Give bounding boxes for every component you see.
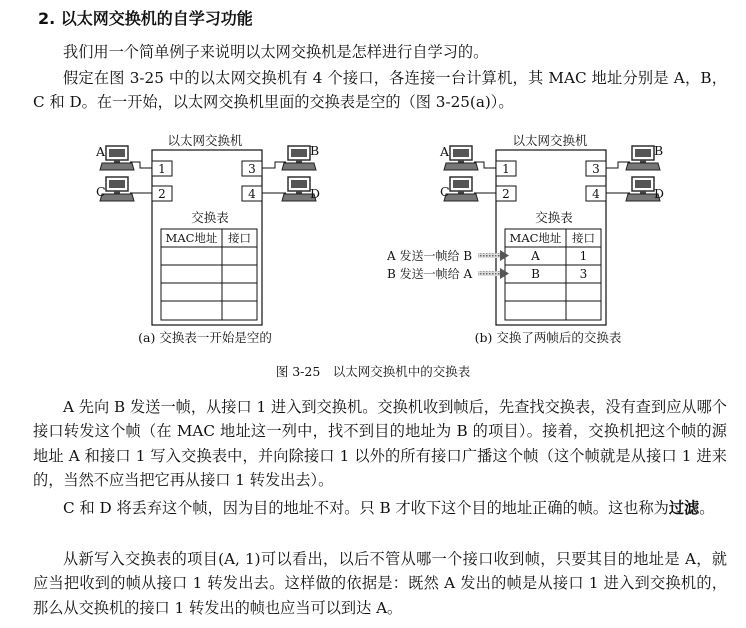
panel-b-switch-label: 以太网交换机 [512,133,588,148]
panel-b-port-1: 1 [502,162,510,176]
panel-a-port-1: 1 [158,162,166,176]
panel-a [95,133,320,345]
panel-a-port-4: 4 [248,187,256,201]
panel-b-port-3: 3 [592,162,600,176]
paragraph-filtering-end: 。 [699,499,715,517]
panel-b-port-2: 2 [502,187,510,201]
panel-b-annotation-b-to-a: B 发送一帧给 A [387,267,473,281]
panel-a-host-b: B [310,143,320,158]
panel-a-host-c: C [96,184,106,199]
paragraph-filtering [33,496,727,520]
panel-b-host-a: A [440,144,450,159]
panel-b-host-b: B [654,143,664,158]
panel-a-switch-label: 以太网交换机 [167,133,243,148]
panel-a-col-mac: MAC地址 [165,231,218,245]
panel-b-row-2-mac: B [531,267,540,281]
panel-a-host-a: A [96,144,106,159]
panel-b-computer-a-icon [444,146,478,170]
paragraph-forwarding: 从新写入交换表的项目(A, 1)可以看出，以后不管从哪一个接口收到帧，只要其目的地址是 A，就应当把收到的帧从接口 1 转发出去。这样做的依据是：既然 A 发出的帧是从接口 1 进入到交换机的，那么从交换机的接口 1 转发出的帧也应当可以到达 A。 [33,550,727,617]
section-heading: 2. 以太网交换机的自学习功能 [38,9,253,28]
panel-a-table-label: 交换表 [191,210,229,225]
paragraph-filtering-text: C 和 D 将丢弃这个帧，因为目的地址不对。只 B 才收下这个目的地址正确的帧。这也称为 [63,499,669,517]
panel-a-port-3: 3 [248,162,256,176]
panel-b-annotation-a-to-b: A 发送一帧给 B [387,249,473,263]
figure-caption: 图 3-25 以太网交换机中的交换表 [275,364,471,379]
panel-b-arrow-2-icon [478,268,509,279]
panel-b [386,133,664,345]
panel-a-host-d: D [310,186,321,201]
panel-b-row-1-port: 1 [579,249,588,263]
panel-b-row-1-mac: A [531,249,540,263]
paragraph-setup: 假定在图 3-25 中的以太网交换机有 4 个接口，各连接一台计算机，其 MAC 地址分别是 A，B，C 和 D。在一开始，以太网交换机里面的交换表是空的（图 3-25(a)）。 [33,69,727,112]
panel-a-computer-a-icon [100,146,134,170]
panel-b-port-4: 4 [592,187,600,201]
panel-b-col-port: 接口 [572,231,595,245]
term-filtering: 过滤 [668,499,700,517]
panel-a-col-port: 接口 [228,231,251,245]
panel-b-arrow-1-icon [478,250,509,261]
panel-b-host-d: D [654,186,665,201]
panel-a-port-2: 2 [158,187,166,201]
panel-b-host-c: C [440,184,450,199]
panel-b-col-mac: MAC地址 [509,231,562,245]
panel-b-row-2-port: 3 [579,267,588,281]
panel-a-subcaption: (a) 交换表一开始是空的 [138,330,272,345]
paragraph-intro: 我们用一个简单例子来说明以太网交换机是怎样进行自学习的。 [63,43,489,61]
panel-b-subcaption: (b) 交换了两帧后的交换表 [474,330,622,345]
panel-b-table-label: 交换表 [535,210,573,225]
paragraph-a-to-b: A 先向 B 发送一帧，从接口 1 进入到交换机。交换机收到帧后，先查找交换表，没有查到应从哪个接口转发这个帧（在 MAC 地址这一列中，找不到目的地址为 B 的项目）。接着，交换机把这个帧的源地址 A 和接口 1 写入交换表中，并向除接口 1 以外的所有接口广播这个帧（这个帧就是从接口 1 进来的，当然不应当把它再从接口 1 转发出去）。 [33,398,727,489]
